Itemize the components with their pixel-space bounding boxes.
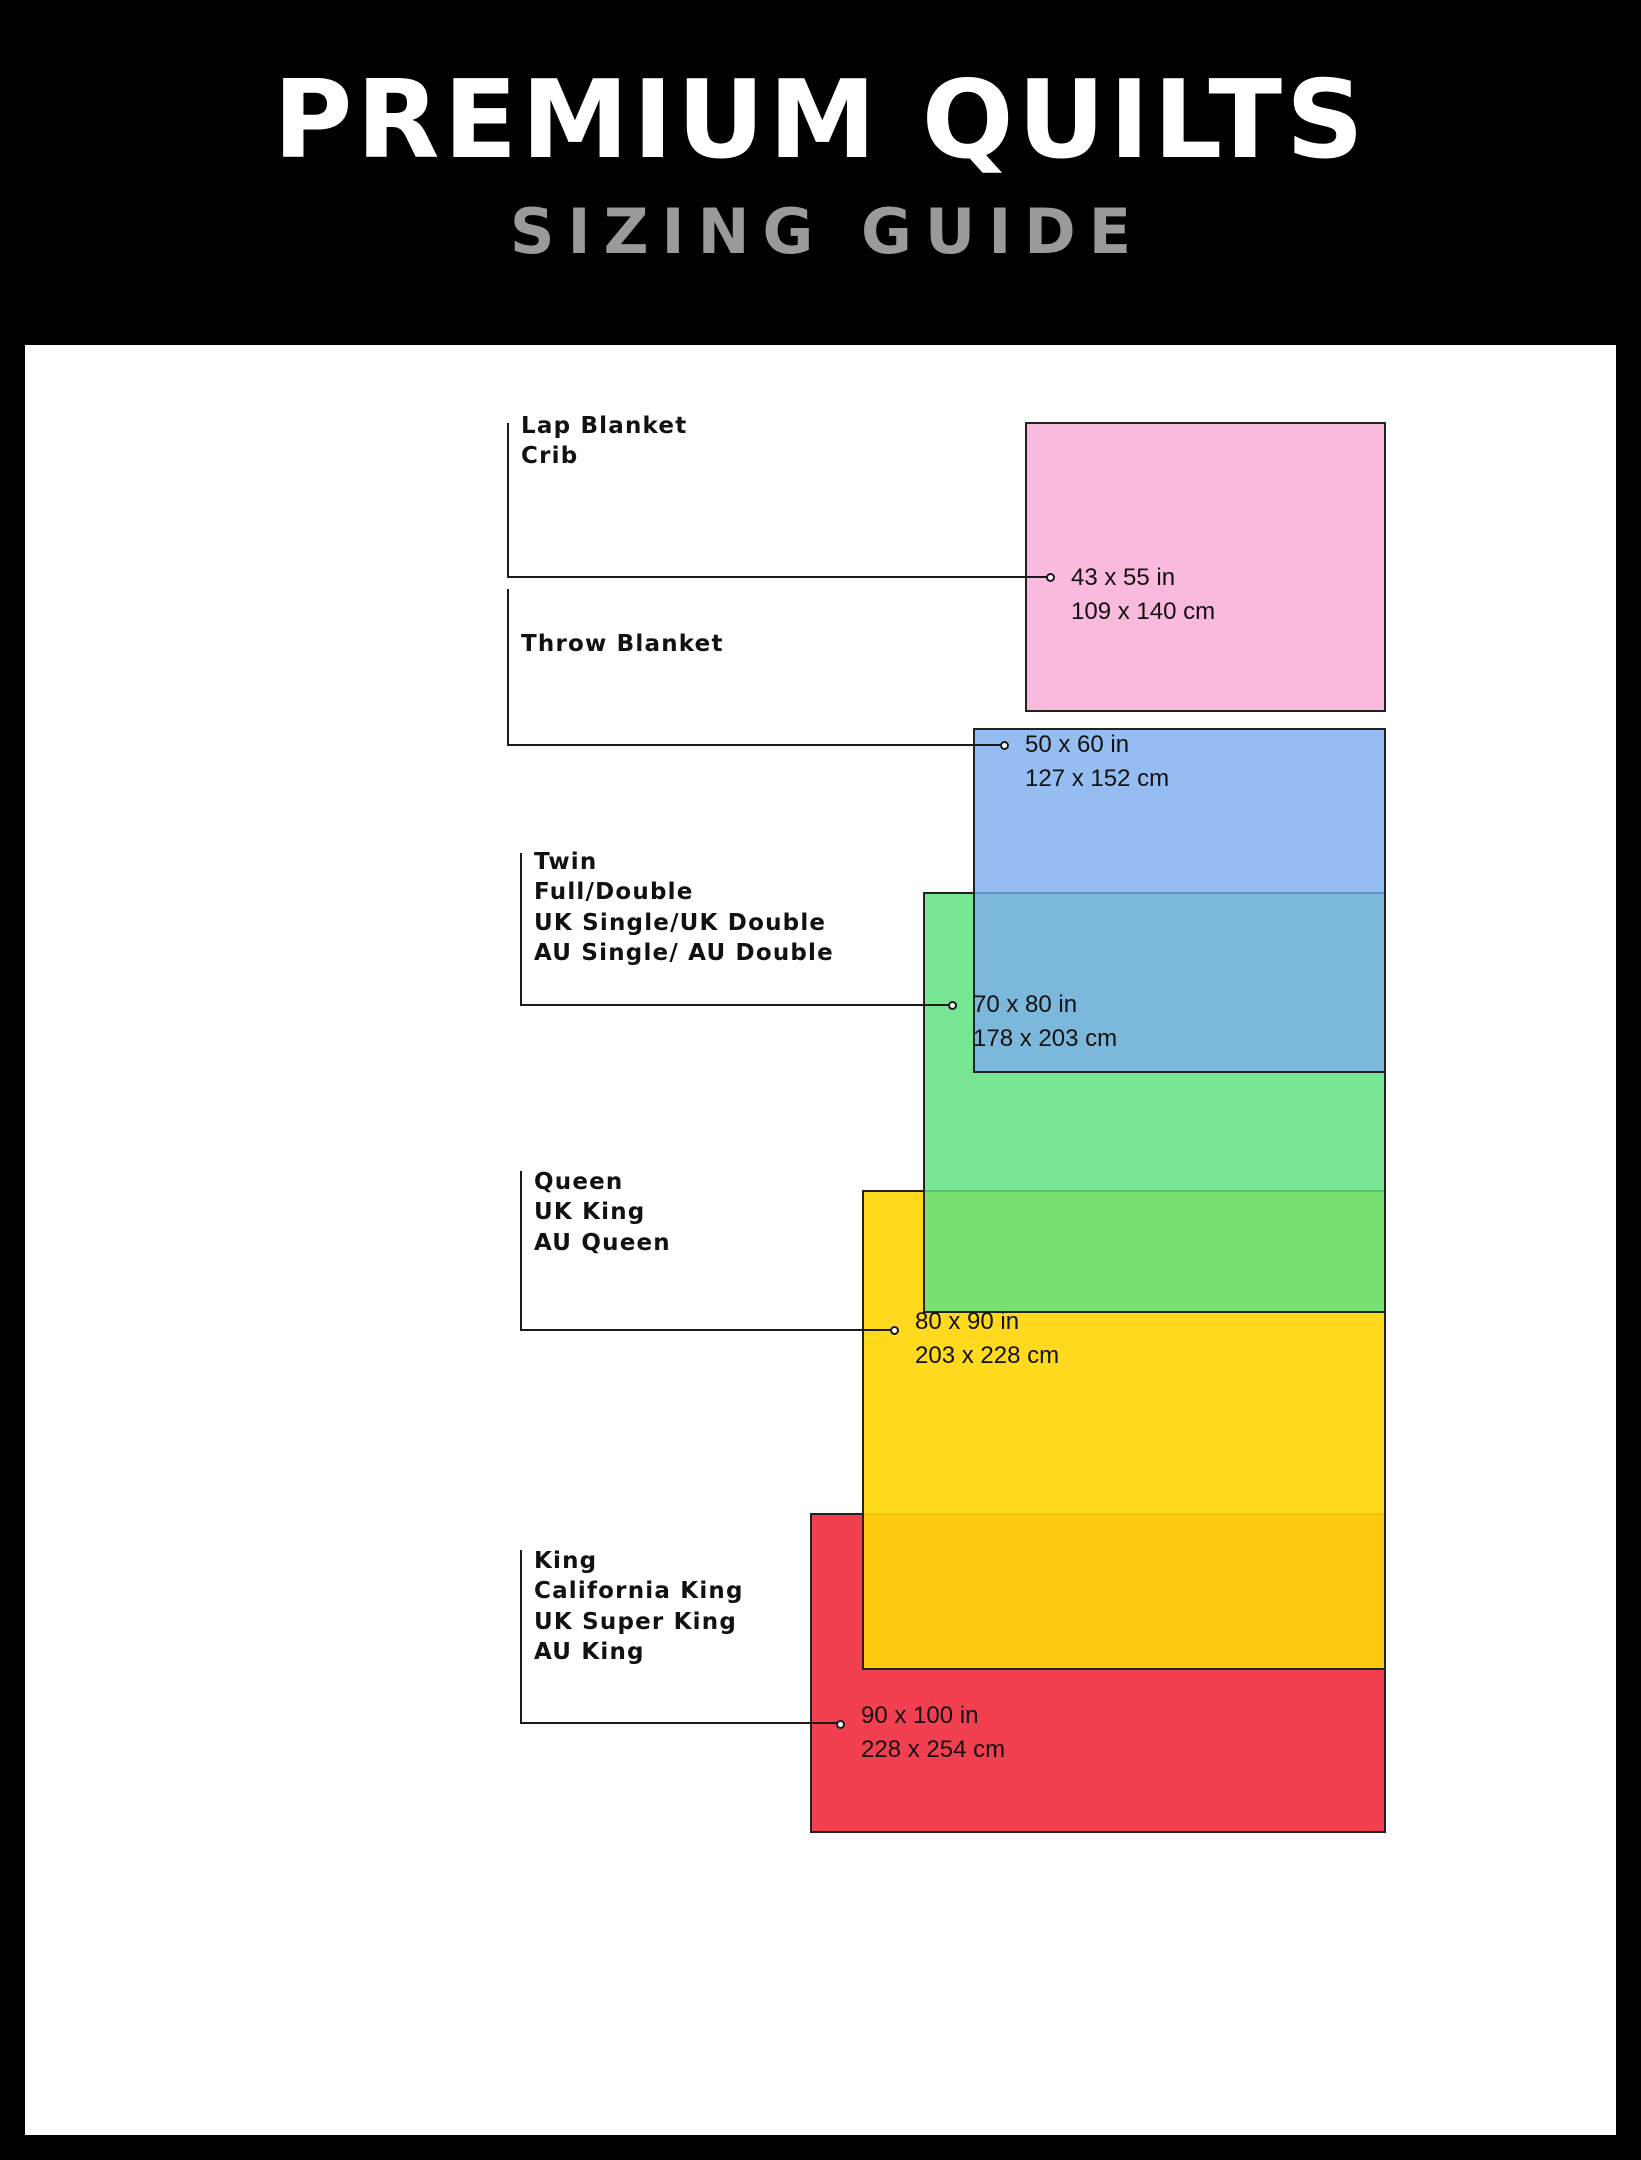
dimension-centimeters: 203 x 228 cm [915, 1342, 1060, 1370]
size-name: California King [534, 1578, 744, 1605]
size-name: UK Super King [534, 1608, 738, 1635]
size-name: Throw Blanket [521, 631, 724, 657]
leader-dot-throw [1000, 741, 1009, 750]
dimension-group-throw [1025, 728, 1169, 796]
dimension-inches: 90 x 100 in [861, 1702, 979, 1729]
size-name: Full/Double [534, 879, 694, 906]
label-group-throw [521, 629, 724, 659]
dimension-inches: 80 x 90 in [915, 1308, 1020, 1335]
label-group-twin-full [534, 847, 834, 968]
size-name: Lap Blanket [521, 413, 688, 439]
page-subtitle: SIZING GUIDE [509, 195, 1145, 268]
leader-dot-king [836, 1720, 845, 1729]
size-name: Queen [534, 1169, 624, 1195]
dimension-centimeters: 178 x 203 cm [973, 1025, 1118, 1053]
size-name: AU King [534, 1639, 645, 1666]
leader-dot-lap-crib [1046, 573, 1055, 582]
header [0, 0, 1641, 330]
dimension-group-lap-crib [1071, 561, 1215, 629]
size-name: Twin [534, 849, 598, 875]
label-group-queen [534, 1167, 671, 1258]
page-title: PREMIUM QUILTS [273, 58, 1368, 183]
size-name: King [534, 1548, 598, 1574]
dimension-centimeters: 109 x 140 cm [1071, 598, 1216, 626]
label-group-king [534, 1546, 744, 1667]
dimension-group-queen [915, 1305, 1059, 1373]
dimension-inches: 70 x 80 in [973, 991, 1078, 1018]
leader-bracket-throw [507, 589, 1004, 746]
content-panel [25, 345, 1616, 2135]
dimension-group-twin-full [973, 988, 1117, 1056]
size-name: AU Queen [534, 1229, 671, 1256]
size-name: UK King [534, 1199, 646, 1226]
size-name: UK Single/UK Double [534, 909, 827, 936]
dimension-centimeters: 127 x 152 cm [1025, 765, 1170, 793]
dimension-group-king [861, 1699, 1005, 1767]
dimension-inches: 43 x 55 in [1071, 564, 1176, 591]
dimension-centimeters: 228 x 254 cm [861, 1736, 1006, 1764]
label-group-lap-crib [521, 411, 687, 472]
size-comparison-diagram [25, 345, 1616, 2135]
leader-dot-twin-full [948, 1001, 957, 1010]
dimension-inches: 50 x 60 in [1025, 731, 1130, 758]
leader-dot-queen [890, 1326, 899, 1335]
size-name: Crib [521, 443, 579, 470]
size-name: AU Single/ AU Double [534, 940, 834, 967]
